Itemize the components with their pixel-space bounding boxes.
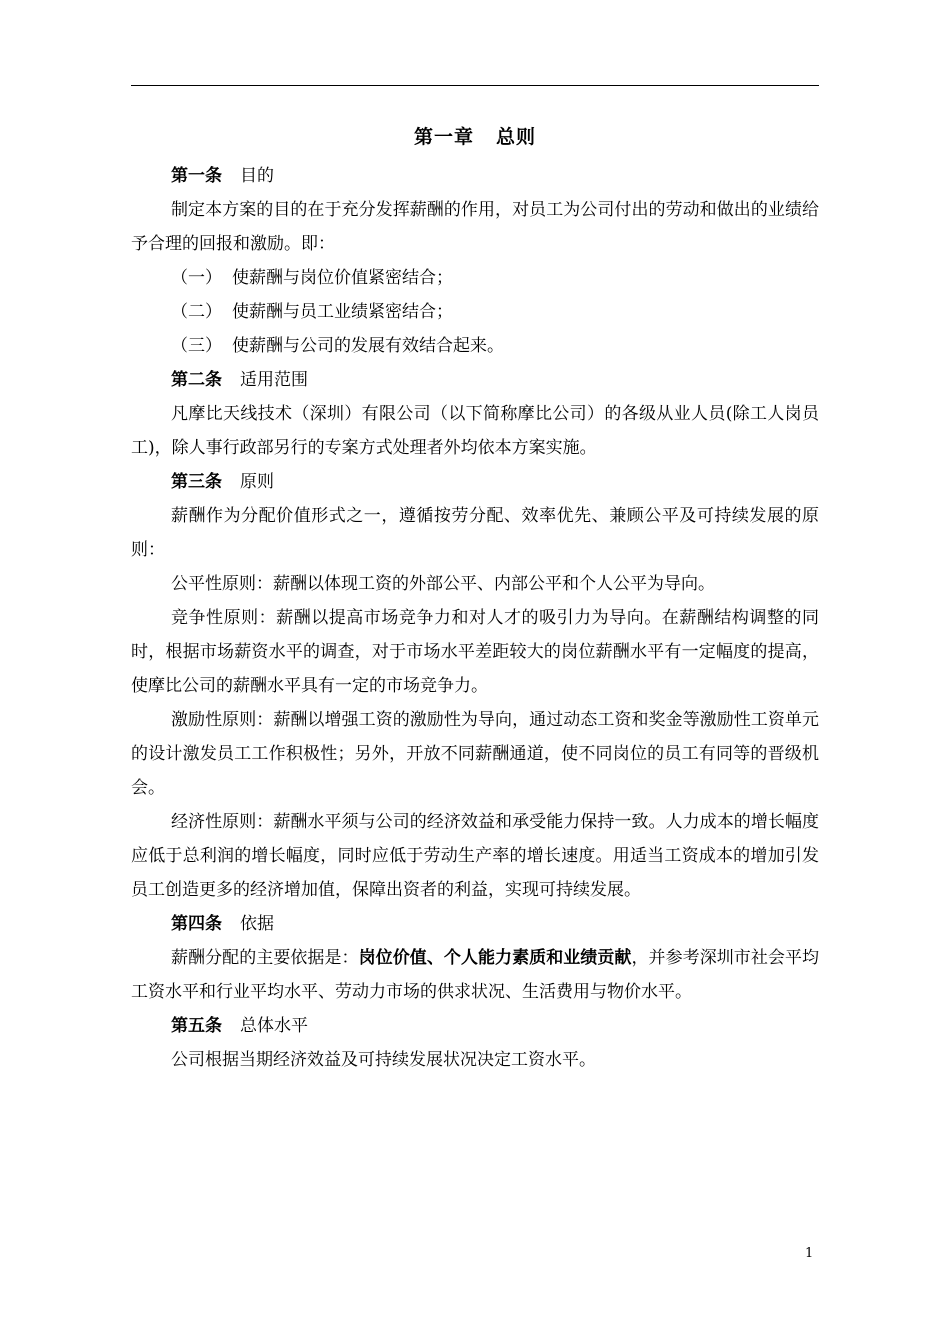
article-title: 依据 <box>240 914 274 934</box>
article-3-heading <box>131 465 819 499</box>
article-label: 第二条 <box>171 370 222 390</box>
list-marker: （三） <box>171 336 222 356</box>
article-title: 适用范围 <box>240 370 308 390</box>
article-label: 第五条 <box>171 1016 222 1036</box>
list-text: 使薪酬与公司的发展有效结合起来。 <box>232 336 504 356</box>
article-label: 第三条 <box>171 472 222 492</box>
list-text: 使薪酬与员工业绩紧密结合； <box>232 302 453 322</box>
principle-economy: 经济性原则：薪酬水平须与公司的经济效益和承受能力保持一致。人力成本的增长幅度应低于总利润的增长幅度，同时应低于劳动生产率的增长速度。用适当工资成本的增加引发员工创造更多的经济增加值，保障出资者的利益，实现可持续发展。 <box>131 812 819 900</box>
article-1-heading <box>131 159 819 193</box>
article-label: 第四条 <box>171 914 222 934</box>
article-2-body: 凡摩比天线技术（深圳）有限公司（以下简称摩比公司）的各级从业人员(除工人岗员工)，除人事行政部另行的专案方式处理者外均依本方案实施。 <box>131 404 819 458</box>
list-text: 使薪酬与岗位价值紧密结合； <box>232 268 453 288</box>
article-4-body <box>131 941 819 1009</box>
list-marker: （二） <box>171 302 222 322</box>
principle-incentive: 激励性原则：薪酬以增强工资的激励性为导向，通过动态工资和奖金等激励性工资单元的设计激发员工工作积极性；另外，开放不同薪酬通道，使不同岗位的员工有同等的晋级机会。 <box>131 710 819 798</box>
article-4-heading <box>131 907 819 941</box>
article-1-intro: 制定本方案的目的在于充分发挥薪酬的作用，对员工为公司付出的劳动和做出的业绩给予合理的回报和激励。即： <box>131 200 819 254</box>
list-item <box>131 329 819 363</box>
article-3-intro: 薪酬作为分配价值形式之一，遵循按劳分配、效率优先、兼顾公平及可持续发展的原则： <box>131 506 819 560</box>
chapter-number: 第一章 <box>413 126 474 148</box>
article-title: 原则 <box>240 472 274 492</box>
document-body <box>131 115 819 1077</box>
list-item <box>131 295 819 329</box>
article-5-heading <box>131 1009 819 1043</box>
list-marker: （一） <box>171 268 222 288</box>
chapter-heading <box>131 115 819 159</box>
principle-fairness: 公平性原则：薪酬以体现工资的外部公平、内部公平和个人公平为导向。 <box>171 574 715 594</box>
basis-lead: 薪酬分配的主要依据是： <box>171 948 359 968</box>
article-title: 总体水平 <box>240 1016 308 1036</box>
chapter-title: 总则 <box>496 126 537 148</box>
article-label: 第一条 <box>171 166 222 186</box>
article-title: 目的 <box>240 166 274 186</box>
page-number: 1 <box>805 1246 814 1261</box>
principle-competitiveness: 竞争性原则：薪酬以提高市场竞争力和对人才的吸引力为导向。在薪酬结构调整的同时，根据市场薪资水平的调查，对于市场水平差距较大的岗位薪酬水平有一定幅度的提高，使摩比公司的薪酬水平具有一定的市场竞争力。 <box>131 608 819 696</box>
article-2-heading <box>131 363 819 397</box>
header-rule <box>131 85 819 86</box>
list-item <box>131 261 819 295</box>
basis-key-factors: 岗位价值、个人能力素质和业绩贡献 <box>358 948 632 968</box>
basis-rest: ，并参考深圳市社会平均工资水平和行业平均水平、劳动力市场的供求状况、生活费用与物价水平。 <box>131 948 820 1002</box>
article-5-body: 公司根据当期经济效益及可持续发展状况决定工资水平。 <box>171 1050 596 1070</box>
